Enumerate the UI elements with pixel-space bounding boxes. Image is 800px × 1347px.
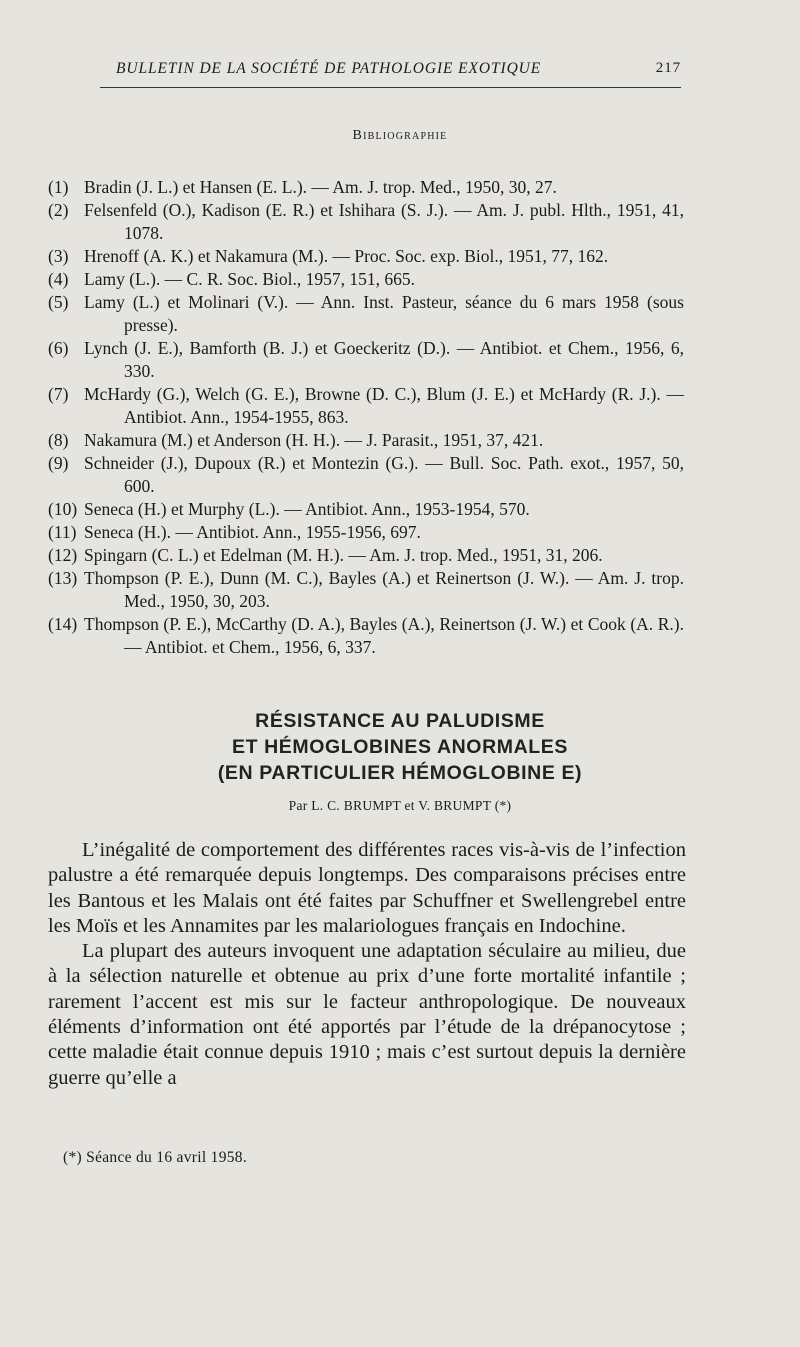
bibliography-item bbox=[48, 429, 684, 452]
bibliography-item bbox=[48, 337, 684, 383]
article-title-line: ET HÉMOGLOBINES ANORMALES bbox=[231, 736, 569, 758]
bibliography-item-number: (4) bbox=[48, 269, 69, 289]
footnote: (*) Séance du 16 avril 1958. bbox=[63, 1149, 248, 1166]
bibliography-item-text: Felsenfeld (O.), Kadison (E. R.) et Ishihara (S. J.). — Am. J. publ. Hlth., 1951, 41, 1078. bbox=[84, 200, 684, 243]
bibliography-item-number: (5) bbox=[48, 292, 69, 312]
bibliography-item-text: Thompson (P. E.), McCarthy (D. A.), Bayles (A.), Reinertson (J. W.) et Cook (A. R.). — Antibiot. et Chem., 1956, 6, 337. bbox=[84, 614, 684, 657]
bibliography-item bbox=[48, 291, 684, 337]
bibliography-item-number: (7) bbox=[48, 384, 69, 404]
bibliography-item-number: (10) bbox=[48, 499, 78, 519]
bibliography-item bbox=[48, 383, 684, 429]
bibliography-item bbox=[48, 245, 684, 268]
bibliography-item-text: Spingarn (C. L.) et Edelman (M. H.). — Am. J. trop. Med., 1951, 31, 206. bbox=[84, 545, 603, 565]
bibliography-item-text: McHardy (G.), Welch (G. E.), Browne (D. C.), Blum (J. E.) et McHardy (R. J.). — Antibiot. Ann., 1954-1955, 863. bbox=[84, 384, 684, 427]
bibliography-item-number: (3) bbox=[48, 246, 69, 266]
bibliography-item bbox=[48, 498, 684, 521]
bibliography-item-number: (6) bbox=[48, 338, 69, 358]
page-number: 217 bbox=[655, 60, 681, 76]
bibliography-item-number: (9) bbox=[48, 453, 69, 473]
bibliography-item bbox=[48, 268, 684, 291]
bibliography-item bbox=[48, 176, 684, 199]
bibliography-item-number: (2) bbox=[48, 200, 69, 220]
header-rule bbox=[100, 87, 681, 88]
byline: Par L. C. BRUMPT et V. BRUMPT (*) bbox=[288, 798, 512, 813]
bibliography-item bbox=[48, 521, 684, 544]
journal-title: BULLETIN DE LA SOCIÉTÉ DE PATHOLOGIE EXOTIQUE bbox=[116, 60, 542, 77]
body-paragraph: La plupart des auteurs invoquent une adaptation séculaire au milieu, due à la sélection naturelle et obtenue au prix d’une forte mortalité infantile ; rarement l’accent est mis sur le facteur anthropologique. De nouveaux éléments d’information ont été apportés par l’étude de la drépanocytose ; cette maladie était connue depuis 1910 ; mais c’est surtout depuis la dernière guerre qu’elle a bbox=[48, 940, 686, 1089]
bibliography-item bbox=[48, 613, 684, 659]
bibliography-item-text: Hrenoff (A. K.) et Nakamura (M.). — Proc. Soc. exp. Biol., 1951, 77, 162. bbox=[84, 246, 609, 266]
bibliography-item bbox=[48, 452, 684, 498]
bibliography-list bbox=[48, 176, 684, 659]
bibliography-item-text: Nakamura (M.) et Anderson (H. H.). — J. Parasit., 1951, 37, 421. bbox=[84, 430, 544, 450]
bibliography-item bbox=[48, 199, 684, 245]
bibliography-item-number: (14) bbox=[48, 614, 78, 634]
bibliography-item-text: Thompson (P. E.), Dunn (M. C.), Bayles (A.) et Reinertson (J. W.). — Am. J. trop. Med., 1950, 30, 203. bbox=[84, 568, 684, 611]
bibliography-item-text: Seneca (H.) et Murphy (L.). — Antibiot. Ann., 1953-1954, 570. bbox=[84, 499, 530, 519]
article-title bbox=[0, 708, 800, 786]
bibliography-item bbox=[48, 544, 684, 567]
bibliography-item-number: (11) bbox=[48, 522, 77, 542]
body-paragraph: L’inégalité de comportement des différentes races vis-à-vis de l’infection palustre a été remarquée depuis longtemps. Des comparaisons précises entre les Bantous et les Malais ont été faites par Schuffner et Swellengrebel entre les Moïs et les Annamites par les malariologues français en Indochine. bbox=[48, 839, 686, 937]
article-title-line: RÉSISTANCE AU PALUDISME bbox=[255, 710, 545, 732]
bibliography-item-number: (1) bbox=[48, 177, 69, 197]
bibliography-item-number: (8) bbox=[48, 430, 69, 450]
article-body bbox=[48, 838, 686, 1091]
bibliography-item-text: Lynch (J. E.), Bamforth (B. J.) et Goeckeritz (D.). — Antibiot. et Chem., 1956, 6, 330. bbox=[84, 338, 684, 381]
bibliography-item-text: Schneider (J.), Dupoux (R.) et Montezin (G.). — Bull. Soc. Path. exot., 1957, 50, 600. bbox=[84, 453, 684, 496]
bibliography-item-text: Lamy (L.) et Molinari (V.). — Ann. Inst. Pasteur, séance du 6 mars 1958 (sous presse). bbox=[84, 292, 684, 335]
bibliography-item-text: Seneca (H.). — Antibiot. Ann., 1955-1956, 697. bbox=[84, 522, 421, 542]
bibliography-item-number: (13) bbox=[48, 568, 78, 588]
bibliography-item-number: (12) bbox=[48, 545, 78, 565]
bibliography-item-text: Bradin (J. L.) et Hansen (E. L.). — Am. J. trop. Med., 1950, 30, 27. bbox=[84, 177, 557, 197]
article-title-line: (EN PARTICULIER HÉMOGLOBINE E) bbox=[217, 762, 583, 784]
bibliography-item-text: Lamy (L.). — C. R. Soc. Biol., 1957, 151, 665. bbox=[84, 269, 416, 289]
bibliography-heading: Bibliographie bbox=[352, 128, 448, 143]
bibliography-item bbox=[48, 567, 684, 613]
